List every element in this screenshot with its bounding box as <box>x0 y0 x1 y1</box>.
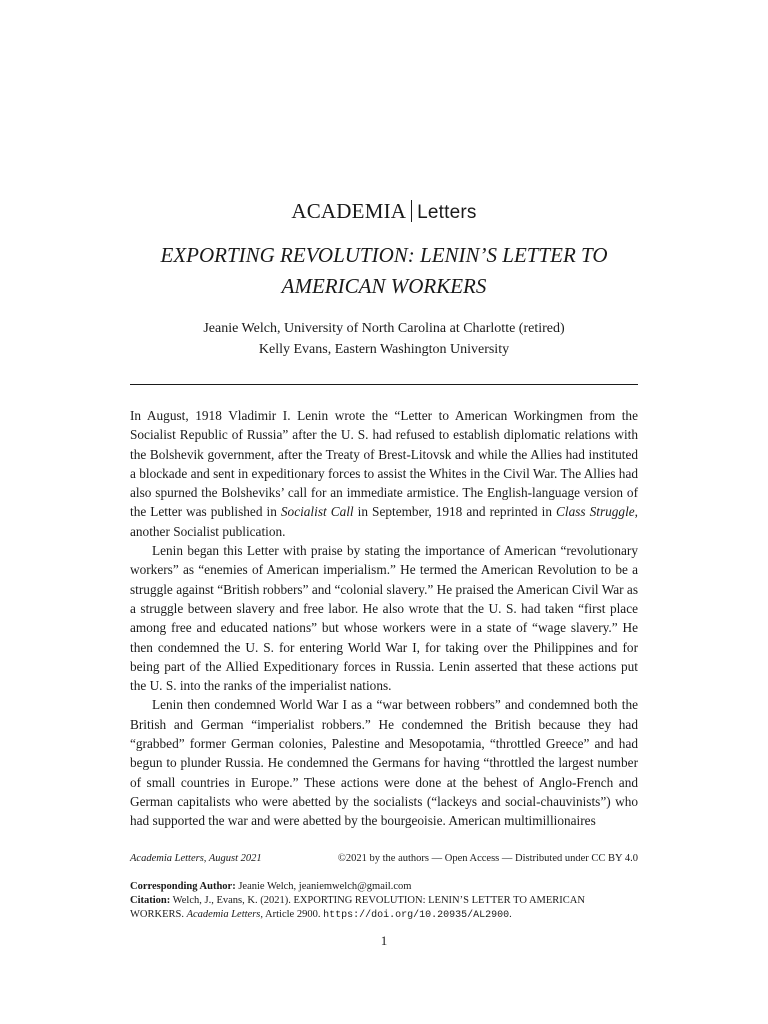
publication-class-struggle: Class Struggle <box>556 504 635 520</box>
brand-sub: Letters <box>417 202 477 223</box>
citation-text: Welch, J., Evans, K. (2021). EXPORTING REVOLUTION: LENIN’S LETTER TO AMERICAN WORKERS. <box>130 895 585 920</box>
paragraph-1-text-a: In August, 1918 Vladimir I. Lenin wrote the “Letter to American Workingmen from the Socialist Republic of Russia” after the U. S. had refused to establish diplomatic relations with the Bolshevik government, after the Treaty of Brest-Litovsk and while the Allies had instituted a blockade and sent in expeditionary forces to assist the Whites in the Civil War. The Allies had also spurned the Bolsheviks’ call for an immediate armistice. The English-language version of the Letter was published in <box>130 408 638 520</box>
citation-journal: Academia Letters <box>186 909 261 920</box>
footer-license: ©2021 by the authors — Open Access — Distributed under CC BY 4.0 <box>337 853 638 864</box>
paragraph-1-text-b: in September, 1918 and reprinted in <box>353 504 557 520</box>
publication-socialist-call: Socialist Call <box>280 504 354 520</box>
title-line-1: EXPORTING REVOLUTION: LENIN’S LETTER TO <box>160 243 608 267</box>
corresponding-author-value: Jeanie Welch, jeaniemwelch@gmail.com <box>235 881 412 892</box>
citation-article: , Article 2900. <box>260 909 324 920</box>
footer-journal: Academia Letters, August 2021 <box>130 853 262 864</box>
author-list <box>0 318 768 360</box>
article-body <box>130 406 638 831</box>
article-title <box>130 240 638 302</box>
brand-main: ACADEMIA <box>291 199 407 223</box>
author-1: Jeanie Welch, University of North Carolina at Charlotte (retired) <box>203 321 565 336</box>
author-2: Kelly Evans, Eastern Washington University <box>258 342 510 357</box>
paragraph-1 <box>130 406 638 541</box>
paragraph-2: Lenin began this Letter with praise by stating the importance of American “revolutionary workers” as “enemies of American imperialism.” He termed the American Revolution to be a struggle against “British robbers” and “colonial slavery.” He praised the American Civil War as a struggle between slavery and free labor. He also wrote that the U. S. had taken “first place among free and educated nations” but whose workers were in a state of “wage slavery.” He then condemned the U. S. for entering World War I, for taking over the Philippines and for being part of the Allied Expeditionary forces in Russia. Lenin asserted that these actions put the U. S. into the ranks of the imperialist nations. <box>130 543 638 694</box>
footer-meta <box>130 880 638 923</box>
citation-doi-link[interactable]: https://doi.org/10.20935/AL2900 <box>323 910 510 921</box>
title-line-2: AMERICAN WORKERS <box>281 274 487 298</box>
citation <box>130 894 638 923</box>
paragraph-1-text-c: , another Socialist publication. <box>130 504 638 539</box>
citation-label: Citation: <box>130 895 171 906</box>
citation-end: . <box>509 909 512 920</box>
page-number: 1 <box>380 933 388 948</box>
paragraph-3: Lenin then condemned World War I as a “war between robbers” and condemned both the British and German “imperialist robbers.” He condemned the British because they had “grabbed” former German colonies, Palestine and Mesopotamia, “throttled Greece” and had begun to plunder Russia. He condemned the Germans for having “throttled the largest number of small countries in Europe.” These actions were done at the behest of Anglo-French and German capitalists who were abetted by the socialists (“lackeys and social-chauvinists”) who had supported the war and were abetted by the bourgeoisie. American multimillionaires <box>130 697 638 829</box>
journal-brand <box>0 198 768 226</box>
corresponding-author <box>130 880 638 894</box>
brand-divider <box>411 200 412 222</box>
corresponding-author-label: Corresponding Author: <box>130 881 236 892</box>
header-rule <box>130 384 638 385</box>
footer-line <box>130 852 638 866</box>
